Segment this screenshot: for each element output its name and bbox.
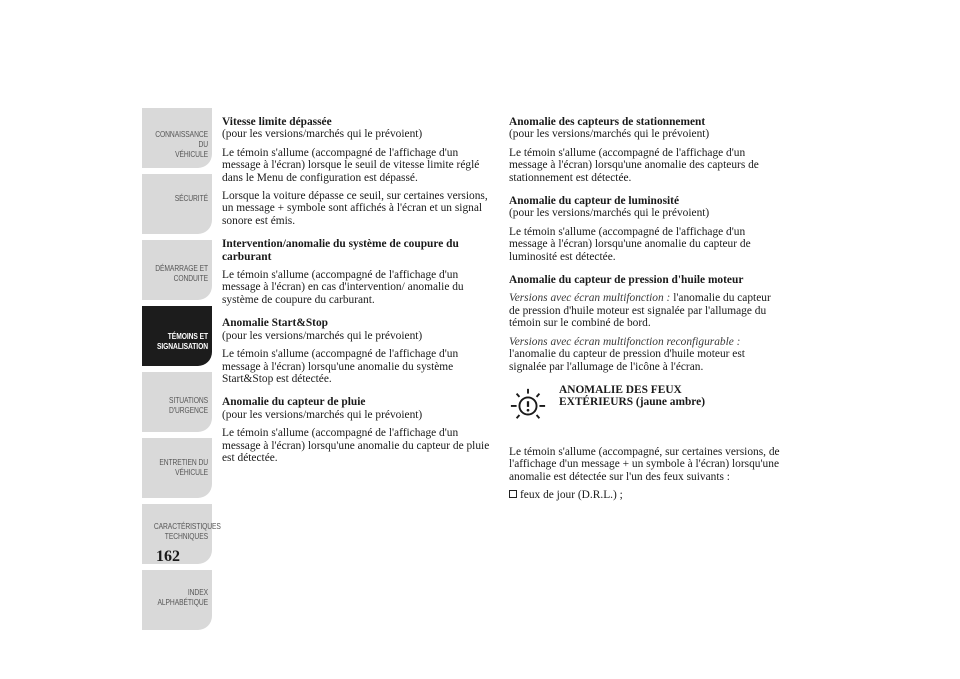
tab-label: DÉMARRAGE ET CONDUITE	[155, 264, 208, 283]
tab-entretien-du-vehicule[interactable]	[142, 438, 212, 498]
paragraph	[509, 336, 784, 373]
paragraph: Le témoin s'allume (accompagné de l'affichage d'un message à l'écran) lorsqu'une anomalie du système Start&Stop est détectée.	[222, 348, 459, 385]
warning-title	[559, 384, 705, 409]
left-column	[222, 116, 497, 475]
section-vitesse-limite	[222, 116, 497, 227]
warning-title-line: EXTÉRIEURS (jaune ambre)	[559, 396, 705, 409]
paragraph: Lorsque la voiture dépasse ce seuil, sur certaines versions, un message + symbole sont affichés à l'écran et un signal sonore est émis.	[222, 190, 488, 227]
page-number: 162	[156, 548, 180, 565]
paragraph: Le témoin s'allume (accompagné de l'affichage d'un message à l'écran) lorsqu'une anomalie des capteurs de stationnement est détectée.	[509, 146, 759, 184]
paragraph-text: l'anomalie du capteur de pression d'huile moteur est signalée par l'allumage de l'icône à l'écran.	[509, 348, 745, 373]
tab-label: CONNAISSANCE DU VÉHICULE	[155, 130, 208, 159]
exterior-lights-fault-icon	[509, 386, 547, 424]
section-capteur-pression-huile	[509, 274, 784, 373]
section-capteurs-stationnement	[509, 116, 784, 184]
tab-label: TÉMOINS ET SIGNALISATION	[156, 332, 208, 351]
version-label: Versions avec écran multifonction :	[509, 292, 671, 305]
section-start-stop	[222, 317, 497, 385]
tab-situations-d-urgence[interactable]	[142, 372, 212, 432]
section-title: Anomalie du capteur de pluie	[222, 396, 366, 409]
tab-label: CARACTÉRISTIQUES TECHNIQUES	[153, 522, 221, 541]
tab-label: INDEX ALPHABÉTIQUE	[157, 588, 208, 607]
paragraph: Le témoin s'allume (accompagné de l'affichage d'un message à l'écran) lorsqu'une anomalie du capteur de pluie est détectée.	[222, 427, 490, 464]
right-column	[509, 116, 784, 508]
section-title: Intervention/anomalie du système de coupure du carburant	[222, 238, 459, 263]
bullet-box-icon	[509, 490, 517, 498]
section-subtitle: (pour les versions/marchés qui le prévoient)	[509, 207, 710, 220]
paragraph	[509, 292, 784, 329]
section-subtitle: (pour les versions/marchés qui le prévoient)	[222, 329, 423, 342]
tab-index-alphabetique[interactable]	[142, 570, 212, 630]
paragraph: Le témoin s'allume (accompagné de l'affichage d'un message à l'écran) lorsque le seuil de vitesse limite réglé dans le Menu de configuration est dépassé.	[222, 146, 480, 184]
paragraph: Le témoin s'allume (accompagné, sur certaines versions, de l'affichage d'un message + un symbole à l'écran) lorsqu'une anomalie est détectée sur l'un des feux suivants :	[509, 445, 780, 483]
version-label: Versions avec écran multifonction reconfigurable :	[509, 335, 741, 348]
tab-connaissance-du-vehicule[interactable]	[142, 108, 212, 168]
paragraph: Le témoin s'allume (accompagné de l'affichage d'un message à l'écran) lorsqu'une anomalie du capteur de luminosité est détectée.	[509, 225, 751, 263]
list-item-text: feux de jour (D.R.L.) ;	[520, 489, 623, 502]
list-item	[509, 489, 784, 501]
tab-label: SITUATIONS D'URGENCE	[169, 396, 208, 415]
section-subtitle: (pour les versions/marchés qui le prévoient)	[222, 408, 423, 421]
tab-securite[interactable]	[142, 174, 212, 234]
warning-title-line: ANOMALIE DES FEUX	[559, 383, 682, 396]
section-title: Vitesse limite dépassée	[222, 116, 332, 128]
section-title: Anomalie des capteurs de stationnement	[509, 116, 706, 128]
tab-temoins-et-signalisation[interactable]	[142, 306, 212, 366]
section-title: Anomalie Start&Stop	[222, 317, 328, 330]
tab-demarrage-et-conduite[interactable]	[142, 240, 212, 300]
section-feux-exterieurs	[509, 446, 784, 502]
warning-exterior-lights	[509, 384, 784, 446]
section-coupure-carburant	[222, 238, 497, 306]
paragraph-text: l'anomalie du capteur de pression d'huile moteur est signalée par l'allumage du témoin sur le combiné de bord.	[509, 292, 771, 330]
section-title: Anomalie du capteur de luminosité	[509, 195, 680, 208]
section-capteur-luminosite	[509, 195, 784, 263]
section-subtitle: (pour les versions/marchés qui le prévoient)	[222, 128, 423, 141]
section-capteur-pluie	[222, 396, 497, 464]
section-subtitle: (pour les versions/marchés qui le prévoient)	[509, 128, 710, 141]
tab-label: ENTRETIEN DU VÉHICULE	[159, 458, 208, 477]
section-title: Anomalie du capteur de pression d'huile moteur	[509, 274, 744, 287]
paragraph: Le témoin s'allume (accompagné de l'affichage d'un message à l'écran) en cas d'intervention/ anomalie du système de coupure du carburant.	[222, 269, 464, 306]
tab-label: SÉCURITÉ	[174, 194, 208, 203]
